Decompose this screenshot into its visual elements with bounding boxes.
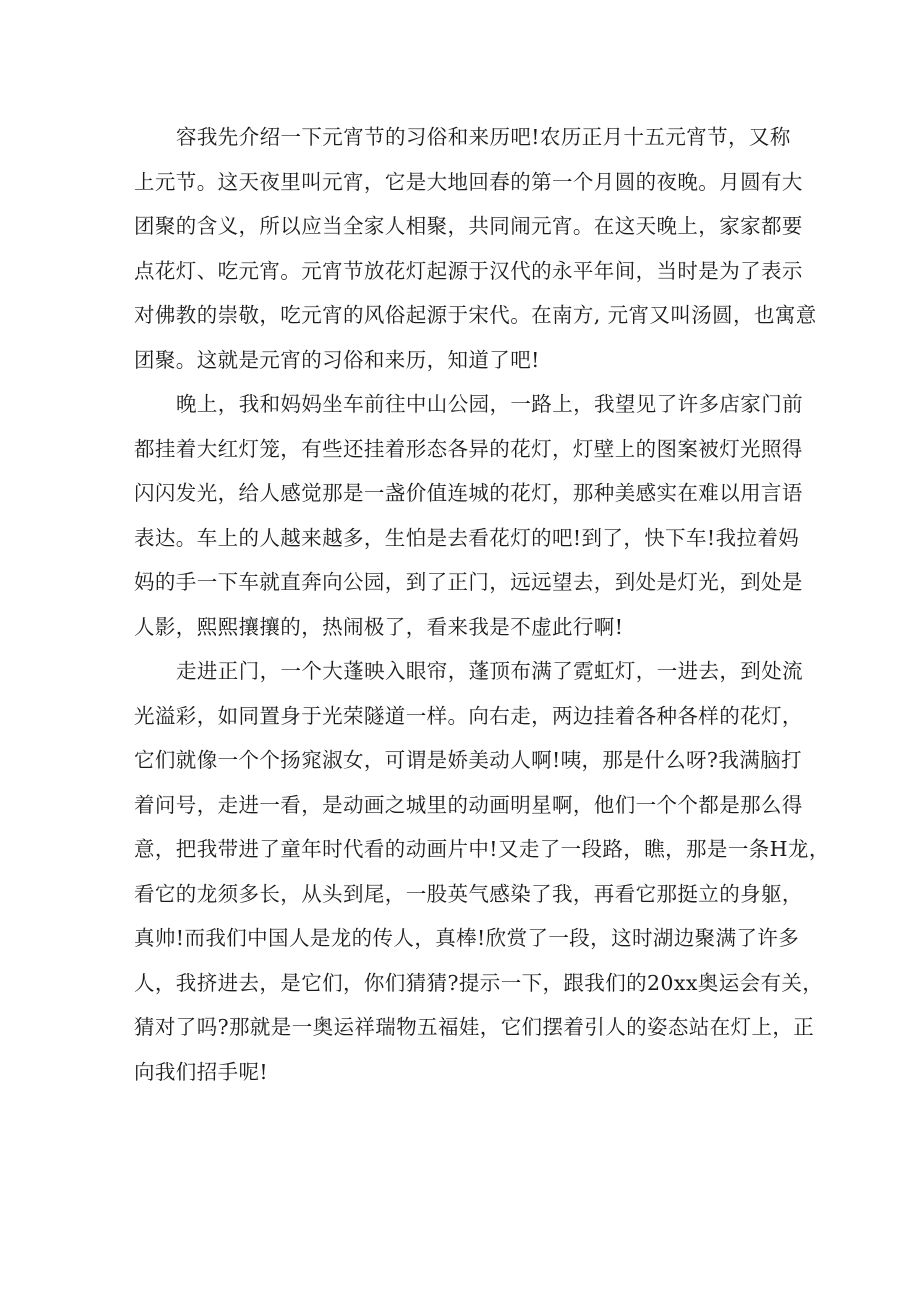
text-line: 上元节。这天夜里叫元宵，它是大地回春的第一个月圆的夜晚。月圆有大 bbox=[134, 169, 803, 194]
text-line: 人，我挤进去，是它们，你们猜猜?提示一下，跟我们的20xx奥运会有关， bbox=[134, 970, 824, 995]
text-line: 团聚。这就是元宵的习俗和来历，知道了吧! bbox=[134, 347, 540, 372]
text-line: 猜对了吗?那就是一奥运祥瑞物五福娃，它们摆着引人的姿态站在灯上，正 bbox=[134, 1015, 815, 1039]
text-line: 着问号，走进一看，是动画之城里的动画明星啊，他们一个个都是那么得 bbox=[134, 792, 803, 817]
paragraph-lantern-customs bbox=[134, 115, 817, 382]
text-line: 都挂着大红灯笼，有些还挂着形态各异的花灯，灯壁上的图案被灯光照得 bbox=[134, 436, 803, 461]
text-line: 晚上，我和妈妈坐车前往中山公园，一路上，我望见了许多店家门前 bbox=[176, 392, 803, 416]
text-line: 点花灯、吃元宵。元宵节放花灯起源于汉代的永平年间，当时是为了表示 bbox=[134, 258, 803, 283]
text-line: 闪闪发光，给人感觉那是一盏价值连城的花灯，那种美感实在难以用言语 bbox=[134, 481, 803, 505]
text-line: 看它的龙须多长，从头到尾，一股英气感染了我，再看它那挺立的身躯， bbox=[134, 881, 803, 906]
text-line: 意，把我带进了童年时代看的动画片中!又走了一段路，瞧，那是一条H龙， bbox=[134, 837, 830, 861]
document-body bbox=[134, 115, 830, 1094]
text-line: 它们就像一个个扬窕淑女，可谓是娇美动人啊!咦，那是什么呀?我满脑打 bbox=[134, 748, 802, 772]
paragraph-evening-trip bbox=[134, 382, 803, 649]
text-line: 容我先介绍一下元宵节的习俗和来历吧!农历正月十五元宵节，又称 bbox=[176, 125, 791, 149]
text-line: 团聚的含义，所以应当全家人相聚，共同闹元宵。在这天晚上，家家都要 bbox=[134, 214, 803, 238]
text-line: 光溢彩，如同置身于光荣隧道一样。向右走，两边挂着各种各样的花灯， bbox=[134, 703, 803, 728]
text-line: 对佛教的崇敬，吃元宵的风俗起源于宋代。在南方, 元宵又叫汤圆，也寓意 bbox=[134, 303, 817, 327]
text-line: 表达。车上的人越来越多，生怕是去看花灯的吧!到了，快下车!我拉着妈 bbox=[134, 525, 800, 550]
text-line: 走进正门，一个大蓬映入眼帘，蓬顶布满了霓虹灯，一进去，到处流 bbox=[176, 659, 803, 683]
text-line: 妈的手一下车就直奔向公园，到了正门，远远望去，到处是灯光，到处是 bbox=[134, 570, 803, 594]
paragraph-park-lanterns bbox=[134, 649, 830, 1094]
text-line: 向我们招手呢! bbox=[134, 1059, 269, 1084]
text-line: 真帅!而我们中国人是龙的传人，真棒!欣赏了一段，这时湖边聚满了许多 bbox=[134, 926, 800, 950]
text-line: 人影，熙熙攘攘的，热闹极了，看来我是不虚此行啊! bbox=[134, 614, 624, 639]
